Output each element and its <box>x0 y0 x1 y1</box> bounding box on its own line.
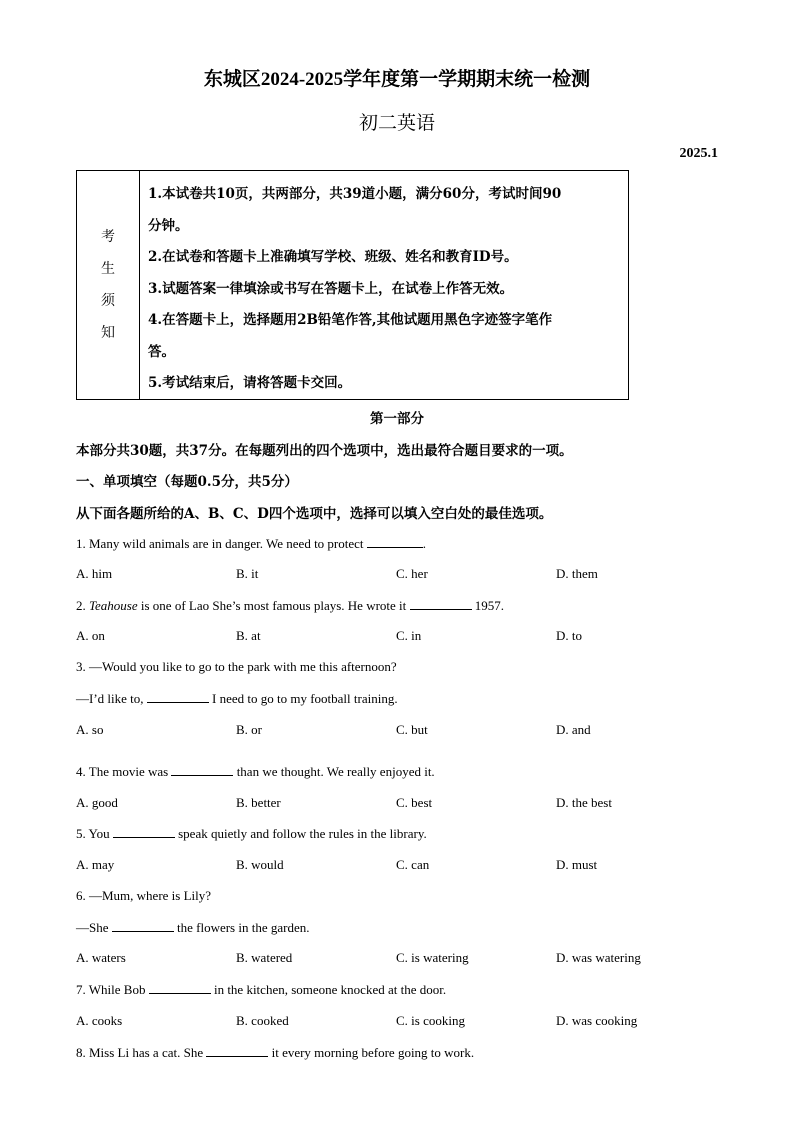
section-instruction: 从下面各题所给的A、B、C、D四个选项中，选择可以填入空白处的最佳选项。 <box>76 506 553 522</box>
question-6 <box>76 888 211 904</box>
options-3 <box>76 722 716 738</box>
answer-blank <box>367 535 423 548</box>
answer-blank <box>112 919 174 932</box>
part-title: 第一部分 <box>370 411 424 427</box>
answer-blank <box>113 825 175 838</box>
question-8 <box>76 1044 474 1061</box>
instruction-line: 2.在试卷和答题卡上准确填写学校、班级、姓名和教育ID号。 <box>148 249 518 265</box>
instruction-line: 分钟。 <box>148 217 189 234</box>
option: A. cooks <box>76 1013 123 1028</box>
instruction-line: 4.在答题卡上，选择题用2B铅笔作答,其他试题用黑色字迹签字笔作 <box>148 312 553 328</box>
option: C. in <box>396 628 422 643</box>
question-text: speak quietly and follow the rules in the library. <box>174 826 427 841</box>
option: A. may <box>76 857 115 872</box>
question-text: 5. You <box>76 826 113 841</box>
label-char: 须 <box>101 293 115 309</box>
section-title: 一、单项填空（每题0.5分，共5分） <box>76 474 298 490</box>
option: C. is watering <box>396 950 469 965</box>
question-3-reply <box>76 690 398 707</box>
option: A. waters <box>76 950 126 965</box>
instruction-line: 3.试题答案一律填涂或书写在答题卡上，在试卷上作答无效。 <box>148 280 514 297</box>
option: D. must <box>556 857 598 872</box>
question-2 <box>76 597 504 614</box>
option: B. at <box>236 628 261 643</box>
options-6 <box>76 950 716 966</box>
question-5 <box>76 825 427 842</box>
options-7 <box>76 1013 716 1029</box>
question-text: it every morning before going to work. <box>268 1045 475 1060</box>
instructions-label <box>77 171 140 399</box>
question-text: the flowers in the garden. <box>173 920 310 935</box>
part-intro: 本部分共30题，共37分。在每题列出的四个选项中，选出最符合题目要求的一项。 <box>76 443 573 459</box>
option: D. and <box>556 722 591 737</box>
option: C. best <box>396 795 433 810</box>
question-text: is one of Lao She’s most famous plays. He wrote it <box>137 598 410 613</box>
option: B. cooked <box>236 1013 289 1028</box>
options-5 <box>76 857 716 873</box>
instructions-list <box>140 171 628 399</box>
question-text: —She <box>76 920 112 935</box>
instruction-line: 答。 <box>148 343 175 360</box>
answer-blank <box>147 690 209 703</box>
option: B. or <box>236 722 262 737</box>
question-1 <box>76 535 426 552</box>
question-text: 7. While Bob <box>76 982 149 997</box>
option: D. the best <box>556 795 612 810</box>
label-char: 生 <box>101 261 115 277</box>
option: B. watered <box>236 950 293 965</box>
option: A. him <box>76 566 113 581</box>
question-4 <box>76 763 435 780</box>
answer-blank <box>149 981 211 994</box>
answer-blank <box>206 1044 268 1057</box>
answer-blank <box>410 597 472 610</box>
label-char: 考 <box>101 229 115 245</box>
option: B. better <box>236 795 281 810</box>
exam-date: 2025.1 <box>679 146 718 161</box>
question-6-reply <box>76 919 309 936</box>
answer-blank <box>171 763 233 776</box>
question-text: . <box>422 536 427 551</box>
options-1 <box>76 566 716 582</box>
option: C. is cooking <box>396 1013 465 1028</box>
question-text: 8. Miss Li has a cat. She <box>76 1045 207 1060</box>
option: A. good <box>76 795 118 810</box>
option: C. can <box>396 857 430 872</box>
option: A. so <box>76 722 104 737</box>
question-text: 4. The movie was <box>76 764 172 779</box>
exam-title: 东城区2024-2025学年度第一学期期末统一检测 <box>203 69 591 90</box>
question-text: than we thought. We really enjoyed it. <box>233 764 435 779</box>
instructions-box <box>76 170 629 400</box>
label-char: 知 <box>101 325 115 341</box>
question-3 <box>76 659 397 675</box>
option: C. but <box>396 722 428 737</box>
option: D. them <box>556 566 598 581</box>
instruction-line: 5.考试结束后，请将答题卡交回。 <box>148 375 352 391</box>
question-7 <box>76 981 446 998</box>
option: D. was cooking <box>556 1013 638 1028</box>
question-text: 2. <box>76 598 89 613</box>
option: D. to <box>556 628 582 643</box>
question-text: —I’d like to, <box>76 691 147 706</box>
question-text: 1957. <box>471 598 505 613</box>
option: D. was watering <box>556 950 641 965</box>
question-text: 1. Many wild animals are in danger. We need to protect <box>76 536 367 551</box>
option: A. on <box>76 628 105 643</box>
options-2 <box>76 628 716 644</box>
question-text: in the kitchen, someone knocked at the door. <box>210 982 447 997</box>
play-title: Teahouse <box>89 598 138 613</box>
option: B. would <box>236 857 284 872</box>
option: C. her <box>396 566 428 581</box>
options-4 <box>76 795 716 811</box>
question-text: 3. —Would you like to go to the park with me this afternoon? <box>76 659 397 674</box>
question-text: I need to go to my football training. <box>208 691 398 706</box>
exam-subject: 初二英语 <box>358 113 435 134</box>
question-text: 6. —Mum, where is Lily? <box>76 888 212 903</box>
instruction-line: 1.本试卷共10页，共两部分，共39道小题，满分60分，考试时间90 <box>148 186 562 202</box>
option: B. it <box>236 566 259 581</box>
